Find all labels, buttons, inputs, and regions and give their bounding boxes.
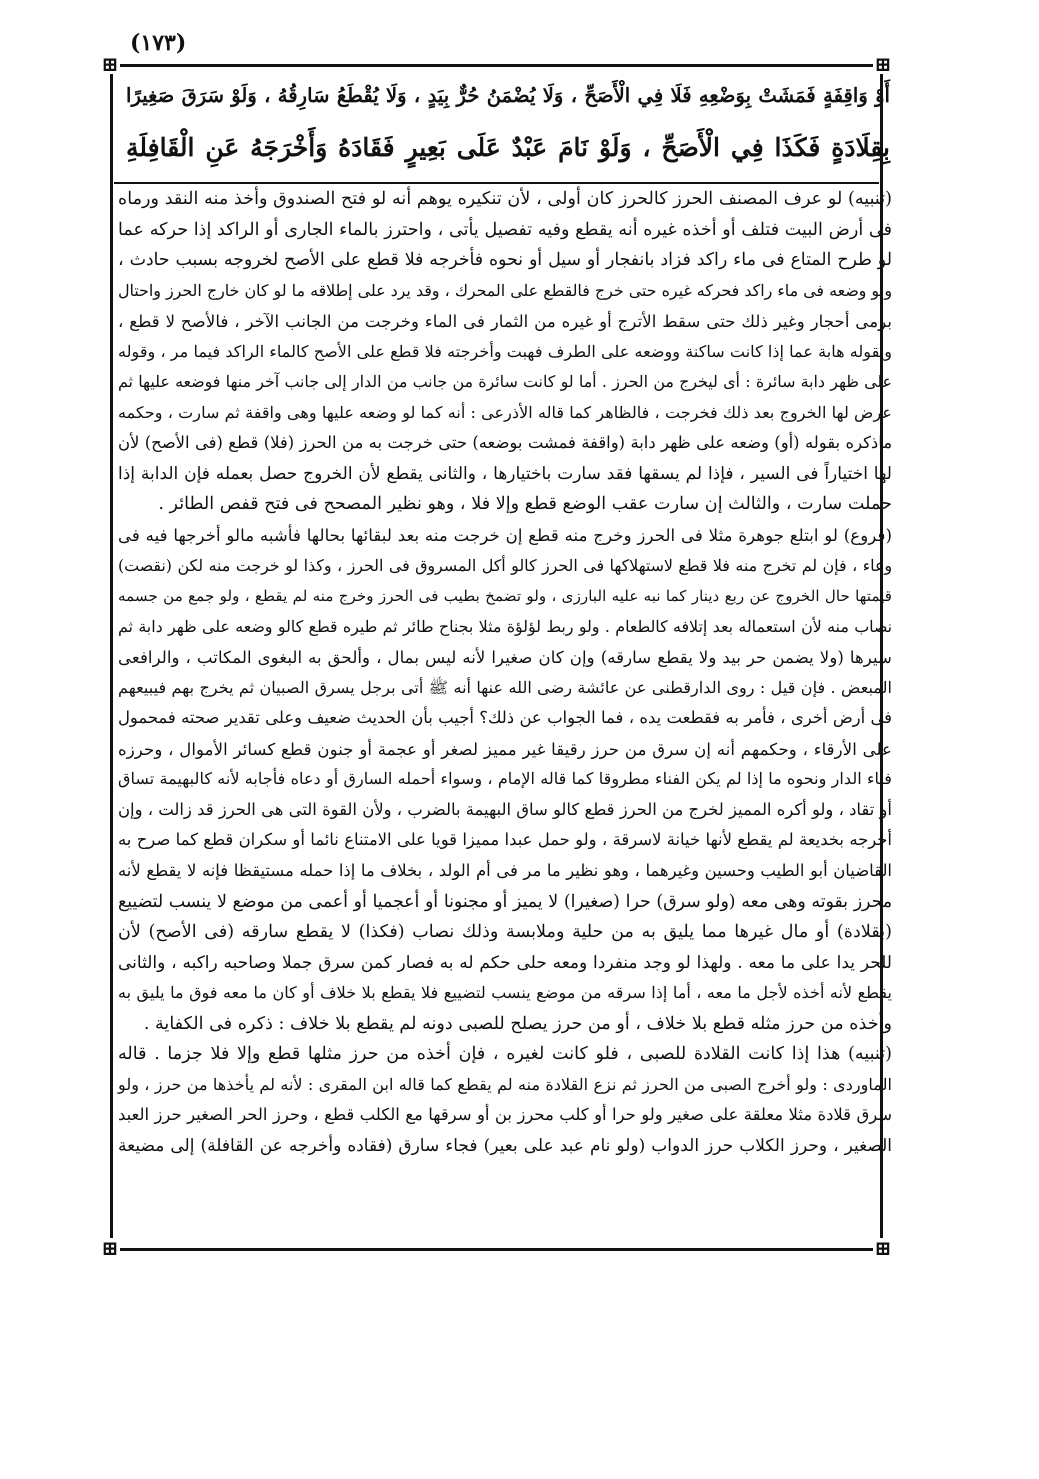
- sharh-line: على ظهر دابة سائرة : أى ليخرج من الحرز . أما لو كانت سائرة من جانب من الدار إلى جانب آخر منها فوضعه عليها ثم: [118, 372, 892, 392]
- corner-ornament-icon: ⊞: [874, 52, 892, 76]
- sharh-line: (فروع) لو ابتلع جوهرة مثلا فى الحرز وخرج منه قطع إن خرجت منه بعد لبقائها بحالها فأشبه مالو أخرجها فيه فى: [118, 525, 892, 546]
- sharh-line: محرز بقوته وهى معه (ولو سرق) حرا (صغيرا) لا يميز أو مجنونا أو أعجميا أو أعمى من موضع لا ينسب لتضييع: [118, 891, 892, 912]
- sharh-line: لو طرح المتاع فى ماء راكد فزاد بانفجار أو سيل أو نحوه فأخرجه فلا قطع على الأصح لخروجه بسبب حادث ،: [118, 250, 892, 271]
- corner-ornament-icon: ⊞: [101, 1236, 119, 1260]
- sharh-line: حملت سارت ، والثالث إن سارت عقب الوضع قطع وإلا فلا ، وهو نظير المصحح فى فتح قفص الطائر .: [158, 494, 892, 515]
- sharh-line: وعاء ، فإن لم تخرج منه فلا قطع لاستهلاكها فى الحرز كالو أكل المسروق فى الحرز ، وكذا لو خرجت منه لكن (نقصت): [118, 555, 892, 575]
- sharh-text: [118, 184, 892, 1162]
- border-top-rule: [110, 64, 883, 67]
- sharh-line: الصغير ، وحرز الكلاب حرز الدواب (ولو نام عبد على بعير) فجاء سارق (فقاده وأخرجه عن القافلة) إلى مضيعة: [118, 1135, 892, 1156]
- border-left-rule: [110, 64, 113, 1248]
- sharh-line: (بقلادة) أو مال غيرها مما يليق به من حلية وملابسة وذلك نصاب (فكذا) لا يقطع سارقه (فى الأصح) لأن: [118, 922, 892, 943]
- sharh-line: (تنبيه) هذا إذا كانت القلادة للصبى ، فلو كانت لغيره ، فإن أخذه من حرز مثلها قطع وإلا فلا جزما . قاله: [118, 1044, 892, 1065]
- page-number: (١٧٣): [130, 30, 187, 56]
- sharh-line: عرض لها الخروج بعد ذلك فخرجت ، فالظاهر كما قاله الأذرعى : أنه كما لو وضعه عليها وهى واقفة ثم سارت ، وحكمه: [118, 402, 892, 422]
- sharh-line: فى أرض أخرى ، فأمر به فقطعت يده ، فما الجواب عن ذلك؟ أجيب بأن الحديث ضعيف وعلى تقدير صحته فمحمول: [118, 708, 892, 728]
- sharh-line: فى أرض البيت فتلف أو أخذه غيره أنه يقطع وفيه تفصيل يأتى ، واحترز بالماء الجارى أو الراكد إذا حركه عما: [118, 219, 892, 240]
- sharh-line: فناء الدار ونحوه ما إذا لم يكن الفناء مطروقا كما قاله الإمام ، وسواء أحمله السارق أو دعاه فأجابه لأنه كالبهيمة تساق: [118, 769, 892, 789]
- sharh-line: المبعض . فإن قيل : روى الدارقطنى عن عائشة رضى الله عنها أنه ﷺ أتى برجل يسرق الصبيان ثم يخرج بهم فيبيعهم: [118, 677, 892, 697]
- sharh-line: وأخذه من حرز مثله قطع بلا خلاف ، أو من حرز يصلح للصبى دونه لم يقطع بلا خلاف : ذكره فى الكفاية .: [143, 1013, 892, 1034]
- matn-line: بِقِلَادَةٍ فَكَذَا فِي الْأَصَحِّ ، وَلَوْ نَامَ عَبْدٌ عَلَى بَعِيرٍ فَقَادَهُ وَأَخْرَجَهُ عَنِ الْقَافِلَةِ: [126, 133, 890, 162]
- corner-ornament-icon: ⊞: [874, 1236, 892, 1260]
- sharh-line: سرق قلادة مثلا معلقة على صغير ولو حرا أو كلب محرز بن أو سرقها مع الكلب قطع ، وحرز الحر الصغير حرز العبد: [118, 1105, 892, 1125]
- sharh-line: أخرجه بخديعة لم يقطع لأنها خيانة لاسرقة ، ولو حمل عبدا مميزا قويا على الامتناع نائما أو سكران قطع كما صرح به: [118, 830, 892, 850]
- sharh-line: ماذكره بقوله (أو) وضعه على ظهر دابة (واقفة فمشت بوضعه) حتى خرجت به من الحرز (فلا) قطع (فى الأصح) لأن: [118, 433, 892, 453]
- sharh-line: ويقوله هابة عما إذا كانت ساكنة ووضعه على الطرف فهبت وأخرجته فلا قطع على الأصح كالماء الراكد فيما مر ، وقوله: [118, 341, 892, 361]
- sharh-line: سيرها (ولا يضمن حر بيد ولا يقطع سارقه) وإن كان صغيرا لأنه ليس بمال ، وألحق به البغوى المكاتب ، والرافعى: [118, 647, 892, 668]
- sharh-line: أو تقاد ، ولو أكره المميز لخرج من الحرز قطع كالو ساق البهيمة بالضرب ، ولأن القوة التى هى الحرز قد زالت ، وإن: [118, 799, 892, 819]
- sharh-line: قيمتها حال الخروج عن ربع دينار كما نبه عليه البارزى ، ولو تضمخ بطيب فى الحرز وخرج منه لم يقطع ، ولو جمع من جسمه: [118, 587, 892, 606]
- sharh-line: (تنبيه) لو عرف المصنف الحرز كالحرز كان أولى ، لأن تنكيره يوهم أنه لو فتح الصندوق وأخذ منه النقد ورماه: [118, 189, 892, 209]
- matn-text: [126, 70, 890, 174]
- sharh-line: لها اختياراً فى السير ، فإذا لم يسقها فقد سارت باختيارها ، والثانى يقطع لأن الخروج حصل بعمله فإن الدابة إذا: [118, 463, 892, 484]
- matn-line: أَوْ وَاقِفَةٍ فَمَشَتْ بِوَضْعِهِ فَلَا فِي الْأَصَحِّ ، وَلَا يُضْمَنُ حُرٌّ بِيَدٍ ، وَلَا يُقْطَعُ سَارِقُهُ ، وَلَوْ سَرَقَ صَغِيرًا: [126, 84, 890, 107]
- sharh-line: يقطع لأنه أخذه لأجل ما معه ، أما إذا سرقه من موضع ينسب لتضييع فلا يقطع بلا خلاف أو كان ما معه فوق ما يليق به: [118, 983, 892, 1003]
- sharh-line: على الأرقاء ، وحكمهم أنه إن سرق من حرز رقيقا غير مميز لصغر أو عجمة أو جنون قطع كسائر الأموال ، وحرزه: [118, 738, 892, 759]
- border-bottom-rule: [110, 1248, 883, 1251]
- sharh-line: برمى أحجار وغير ذلك حتى سقط الأترج أو غيره من الثمار فى الماء وخرجت من الجانب الآخر ، فالأصح لا قطع ،: [118, 311, 892, 332]
- sharh-line: ولو وضعه فى ماء راكد فحركه غيره حتى خرج فالقطع على المحرك ، وقد يرد على إطلاقه ما لو كان خارج الحرز واحتال: [118, 280, 893, 300]
- sharh-line: للحر يدا على ما معه . ولهذا لو وجد منفردا ومعه حلى حكم له به فصار كمن سرق جملا وصاحبه راكبه ، والثانى: [118, 952, 892, 973]
- sharh-line: نصاب منه لأن استعماله بعد إتلافه كالطعام . ولو ربط لؤلؤة مثلا بجناح طائر ثم طيره قطع كالو وضعه على ظهر دابة ثم: [118, 616, 892, 636]
- corner-ornament-icon: ⊞: [101, 52, 119, 76]
- sharh-line: القاضيان أبو الطيب وحسين وغيرهما ، وهو نظير ما مر فى أم الولد ، بخلاف ما إذا حمله مستيقظا فإنه لا يقطع لأنه: [118, 861, 892, 881]
- sharh-line: الماوردى : ولو أخرج الصبى من الحرز ثم نزع القلادة منه لم يقطع كما قاله ابن المقرى : لأنه لم يأخذها من حرز ، ولو: [118, 1074, 892, 1094]
